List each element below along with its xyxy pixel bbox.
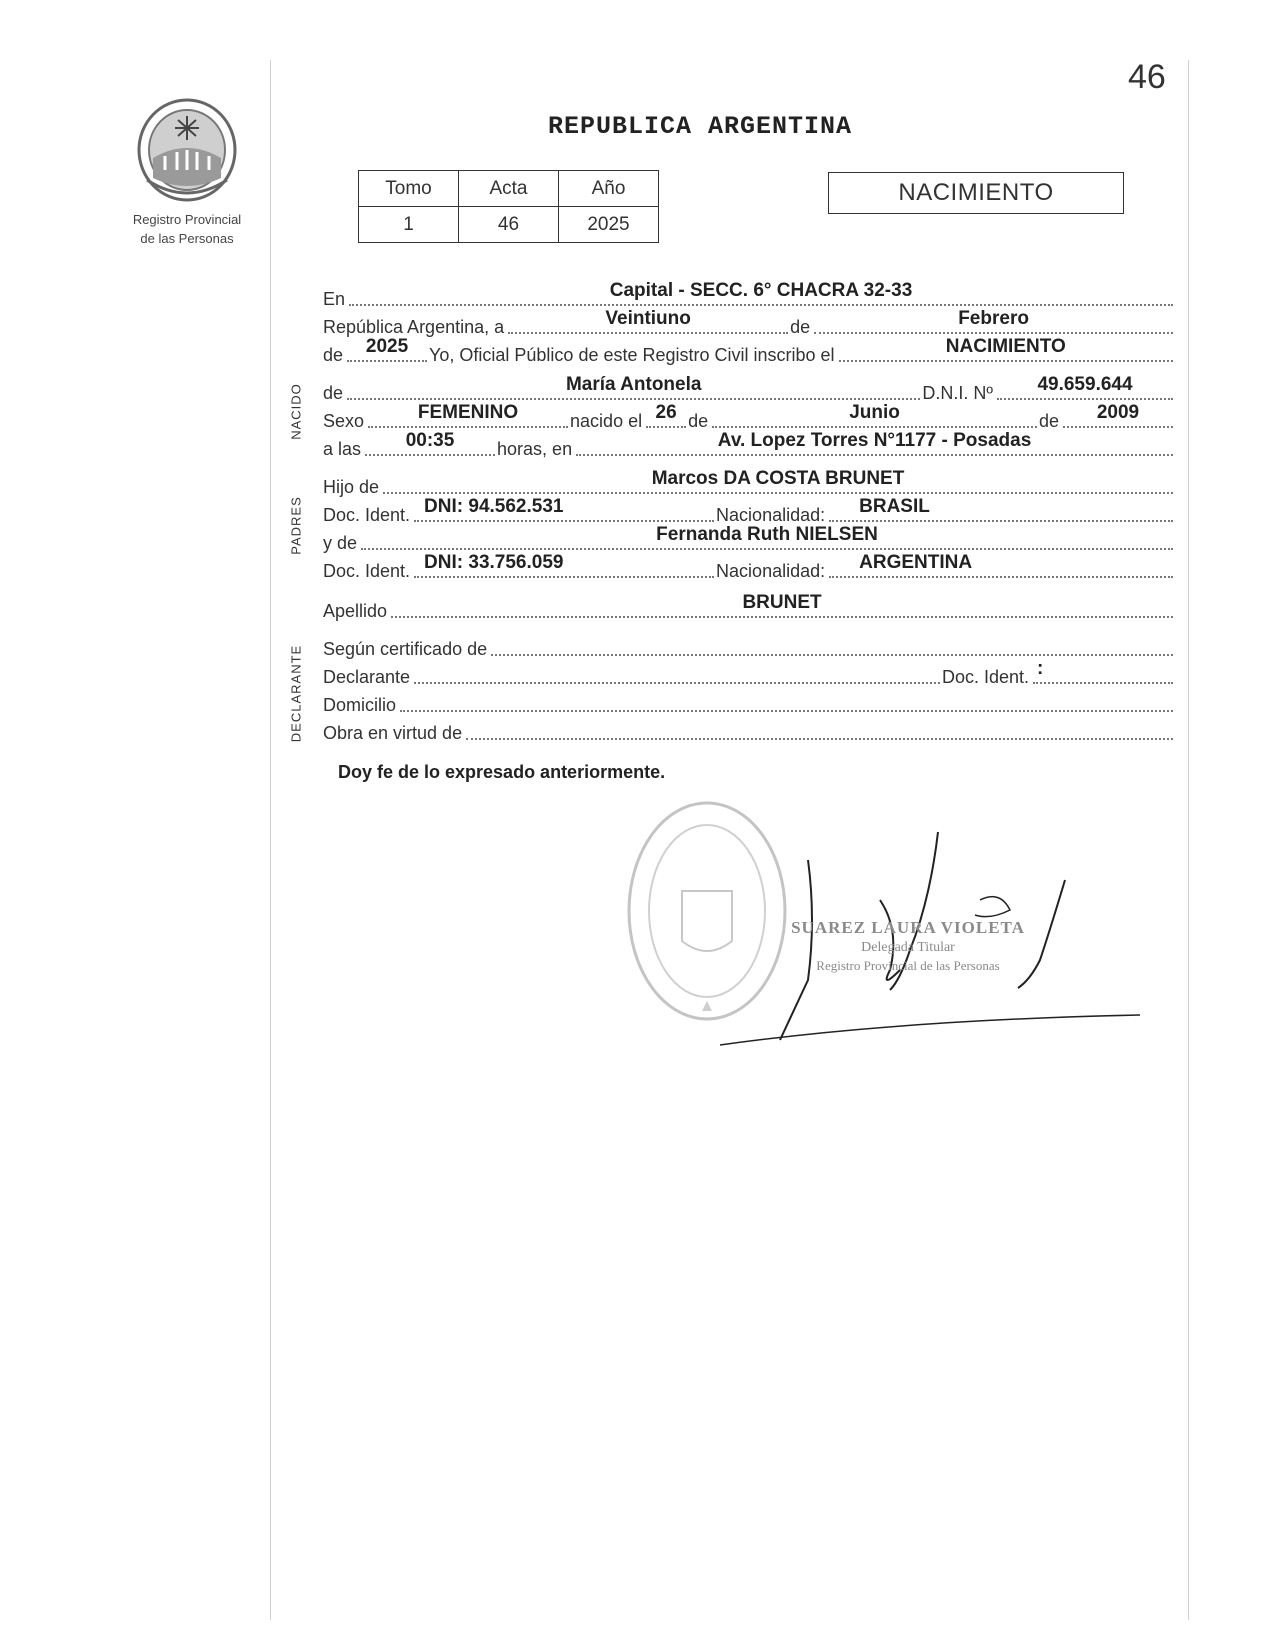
section-label-declarante: DECLARANTE xyxy=(288,644,304,743)
provincial-seal-icon xyxy=(135,98,239,208)
label-republica: República Argentina, a xyxy=(323,317,505,337)
value-lugar-nac: Av. Lopez Torres N°1177 - Posadas xyxy=(717,430,1032,451)
reference-table xyxy=(358,170,659,243)
label-horas-en: horas, en xyxy=(497,439,573,459)
section-label-padres: PADRES xyxy=(288,496,304,555)
label-nacionalidad-padre: Nacionalidad: xyxy=(716,505,826,525)
row-declarante xyxy=(323,658,1175,688)
field-anio xyxy=(347,336,427,362)
label-doc-ident-madre: Doc. Ident. xyxy=(323,561,411,581)
value-decl-doc: : xyxy=(1037,658,1044,679)
row-madre-doc xyxy=(323,552,1175,582)
value-hora: 00:35 xyxy=(405,430,455,451)
row-en xyxy=(323,280,1175,310)
row-domicilio xyxy=(323,692,1175,716)
field-segun-certificado xyxy=(491,638,1173,656)
value-sexo: FEMENINO xyxy=(417,402,519,423)
value-apellido: BRUNET xyxy=(742,592,822,613)
value-padre: Marcos DA COSTA BRUNET xyxy=(651,468,905,489)
field-domicilio xyxy=(400,694,1173,712)
value-padre-nac: BRASIL xyxy=(859,496,930,517)
value-dia: Veintiuno xyxy=(605,308,691,329)
row-apellido xyxy=(323,592,1175,622)
value-madre-nac: ARGENTINA xyxy=(859,552,973,573)
field-decl-doc xyxy=(1033,658,1173,684)
field-dia xyxy=(508,308,788,334)
field-nombre xyxy=(347,374,920,400)
registry-logo xyxy=(112,98,262,246)
field-padre xyxy=(383,468,1173,494)
field-anio-nac xyxy=(1063,402,1173,428)
value-anio: 2025 xyxy=(559,207,659,243)
field-mes xyxy=(814,308,1173,334)
document-title: REPUBLICA ARGENTINA xyxy=(548,112,853,141)
field-obra-en-virtud xyxy=(466,722,1173,740)
label-y-de: y de xyxy=(323,533,358,553)
page-number: 46 xyxy=(1128,58,1166,96)
field-madre xyxy=(361,524,1173,550)
header-tomo: Tomo xyxy=(359,171,459,207)
value-dni: 49.659.644 xyxy=(1037,374,1133,395)
logo-caption-line2: de las Personas xyxy=(140,231,234,246)
label-apellido: Apellido xyxy=(323,601,388,621)
value-padre-doc: DNI: 94.562.531 xyxy=(424,496,564,517)
left-margin-line xyxy=(270,60,271,1620)
value-tomo: 1 xyxy=(359,207,459,243)
value-anio-nac: 2009 xyxy=(1096,402,1140,423)
row-nombre xyxy=(323,374,1175,404)
row-sexo xyxy=(323,402,1175,432)
field-declarante xyxy=(414,666,940,684)
value-nombre: María Antonela xyxy=(565,374,702,395)
field-madre-doc xyxy=(414,552,714,578)
value-acta: 46 xyxy=(459,207,559,243)
logo-caption-line1: Registro Provincial xyxy=(132,212,242,227)
label-de-mes: de xyxy=(790,317,811,337)
label-yo-oficial: Yo, Oficial Público de este Registro Civil inscribo el xyxy=(429,345,835,365)
value-anio: 2025 xyxy=(365,336,409,357)
row-hora xyxy=(323,430,1175,460)
label-dni: D.N.I. Nº xyxy=(922,383,993,403)
row-anio-acto xyxy=(323,336,1175,366)
section-label-nacido: NACIDO xyxy=(288,383,304,440)
label-a-las: a las xyxy=(323,439,362,459)
field-dia-nac xyxy=(646,402,686,428)
header-anio: Año xyxy=(559,171,659,207)
act-type-box: NACIMIENTO xyxy=(828,172,1124,214)
value-madre-doc: DNI: 33.756.059 xyxy=(424,552,564,573)
label-hijo-de: Hijo de xyxy=(323,477,380,497)
official-name: SUAREZ LAURA VIOLETA xyxy=(791,918,1025,937)
field-acto xyxy=(839,336,1173,362)
value-mes-nac: Junio xyxy=(849,402,900,423)
row-padre-doc xyxy=(323,496,1175,526)
label-obra-en-virtud: Obra en virtud de xyxy=(323,723,463,743)
row-madre xyxy=(323,524,1175,554)
field-apellido xyxy=(391,592,1173,618)
value-madre: Fernanda Ruth NIELSEN xyxy=(656,524,878,545)
official-role: Delegada Titular xyxy=(861,940,955,955)
field-sexo xyxy=(368,402,568,428)
label-doc-ident-padre: Doc. Ident. xyxy=(323,505,411,525)
value-lugar: Capital - SECC. 6° CHACRA 32-33 xyxy=(609,280,913,301)
label-de-nombre: de xyxy=(323,383,344,403)
label-en: En xyxy=(323,289,346,309)
official-stamp xyxy=(788,918,1028,974)
label-doc-ident-declarante: Doc. Ident. xyxy=(941,667,1029,687)
row-segun-certificado xyxy=(323,636,1175,660)
field-dni xyxy=(997,374,1173,400)
label-de-anio-nac: de xyxy=(1038,411,1059,431)
official-org: Registro Provincial de las Personas xyxy=(816,958,1000,973)
field-madre-nac xyxy=(829,552,1173,578)
field-padre-nac xyxy=(829,496,1173,522)
label-de-anio: de xyxy=(323,345,344,365)
label-nacionalidad-madre: Nacionalidad: xyxy=(716,561,826,581)
label-segun-certificado: Según certificado de xyxy=(323,639,488,659)
value-dia-nac: 26 xyxy=(655,402,677,423)
label-de-mes-nac: de xyxy=(688,411,709,431)
field-lugar xyxy=(349,280,1173,306)
field-padre-doc xyxy=(414,496,714,522)
header-acta: Acta xyxy=(459,171,559,207)
footer-note: Doy fe de lo expresado anteriormente. xyxy=(338,762,666,782)
field-lugar-nac xyxy=(576,430,1173,456)
value-mes: Febrero xyxy=(958,308,1029,329)
label-declarante: Declarante xyxy=(323,667,411,687)
label-nacido-el: nacido el xyxy=(570,411,643,431)
value-acto: NACIMIENTO xyxy=(945,336,1066,357)
row-obra-en-virtud xyxy=(323,720,1175,744)
field-mes-nac xyxy=(712,402,1037,428)
label-sexo: Sexo xyxy=(323,411,365,431)
row-padre xyxy=(323,468,1175,498)
reference-table-header xyxy=(359,171,659,207)
reference-table-values xyxy=(359,207,659,243)
label-domicilio: Domicilio xyxy=(323,695,397,715)
row-republica xyxy=(323,308,1175,338)
field-hora xyxy=(365,430,495,456)
right-margin-line xyxy=(1188,60,1189,1620)
